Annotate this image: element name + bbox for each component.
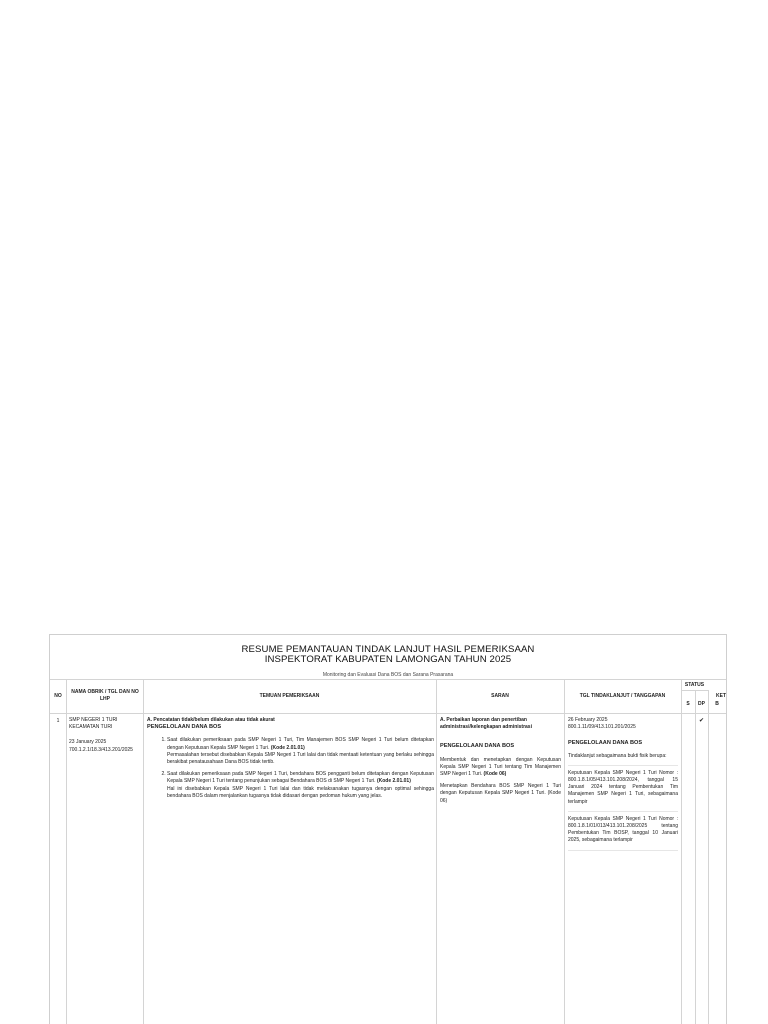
tl-paragraph: Keputusan Kepala SMP Negeri 1 Turi Nomor : 800.1.8.1/05/413.101.208/2024, tanggal 15 Januari 2024 tentang Pembentukan Tim Manajemen SMP Negeri 1 Turi, sebagaimana terlampir: [568, 769, 678, 805]
col-divider: [143, 679, 144, 1024]
findings-table: [50, 679, 726, 1024]
obrik-district: KECAMATAN TURI: [69, 724, 113, 731]
col-header-tgl: TGL TINDAKLANJUT / TANGGAPAN: [579, 693, 666, 699]
temuan-item-text: Saat dilakukan pemeriksaan pada SMP Negeri 1 Turi, Tim Manajemen BOS SMP Negeri 1 Turi belum ditetapkan dengan Keputusan Kepala SMP Negeri 1 Turi.: [167, 737, 434, 751]
tl-number: 800.1.11/09/413.101.201/2025: [568, 724, 636, 731]
temuan-cell: [147, 717, 434, 805]
col-header-status-s: S: [686, 701, 690, 707]
obrik-name: SMP NEGERI 1 TURI: [69, 717, 118, 723]
col-divider: [564, 679, 565, 1024]
col-header-obrik: NAMA OBRIK / TGL DAN NO LHP: [71, 689, 139, 702]
status-dp-check-icon: ✔: [698, 718, 705, 724]
report-document: [49, 634, 727, 1024]
col-header-status-dp: DP: [698, 701, 705, 707]
saran-paragraph-text: Membentuk dan menetapkan dengan Keputusan Kepala SMP Negeri 1 Turi tentang Tim Manajemen SMP Negeri 1 Turi.: [440, 756, 561, 778]
temuan-item: [167, 737, 434, 766]
col-header-saran: SARAN: [491, 693, 509, 699]
saran-cell: [440, 717, 561, 810]
temuan-item: [167, 771, 434, 800]
col-divider: [66, 679, 67, 1024]
report-title-line2: INSPEKTORAT KABUPATEN LAMONGAN TAHUN 2025: [264, 654, 512, 665]
tl-divider: [568, 850, 678, 851]
temuan-item-note: Permasalahan tersebut disebabkan Kepala SMP Negeri 1 Turi lalai dan tidak mentaati ketentuan yang berlaku sehingga berakibat penatausahaan Dana BOS tidak tertib.: [167, 751, 434, 766]
saran-paragraph-code: (Kode 06): [483, 771, 507, 778]
col-header-status: STATUS: [684, 682, 705, 688]
lhp-number: 700.1.2.1/18.3/413.201/2025: [69, 746, 133, 753]
temuan-item-code: (Kode 2.01.01): [376, 778, 411, 785]
col-divider: [681, 679, 682, 1024]
col-divider: [708, 690, 709, 1024]
col-divider: [436, 679, 437, 1024]
tindaklanjut-cell: [568, 717, 678, 855]
temuan-item-code: (Kode 2.01.01): [270, 744, 305, 751]
report-subtitle: Monitoring dan Evaluasi Dana BOS dan Sarana Prasarana: [322, 672, 454, 678]
temuan-list: [147, 737, 434, 800]
col-header-temuan: TEMUAN PEMERIKSAAN: [259, 693, 320, 699]
report-title-line1: RESUME PEMANTAUAN TINDAK LANJUT HASIL PEMERIKSAAN: [241, 644, 535, 655]
temuan-heading: A. Pencatatan tidak/belum dilakukan atau tidak akurat: [147, 717, 275, 723]
tl-divider: [568, 765, 678, 766]
tl-paragraph: Tindaklanjut sebagaimana bukti fisik berupa:: [568, 752, 667, 759]
col-header-ket: KET: [716, 693, 726, 699]
col-divider: [695, 690, 696, 1024]
tl-section-title: PENGELOLAAN DANA BOS: [568, 740, 643, 747]
saran-paragraph: Menetapkan Bendahara BOS SMP Negeri 1 Turi dengan Keputusan Kepala SMP Negeri 1 Turi. (Kode 06): [440, 783, 561, 804]
tl-paragraph: Keputusan Kepala SMP Negeri 1 Turi Nomor : 800.1.8.1/01/013/413.101.208/2025 tentang Pembentukan Tim BOSP, tanggal 10 Januari 2025, sebagaimana terlampir: [568, 815, 678, 844]
col-header-no: NO: [54, 693, 62, 699]
temuan-item-note: Hal ini disebabkan Kepala SMP Negeri 1 Turi lalai dan tidak melaksanakan tugasnya dengan optimal sehingga bendahara BOS dalam menjalankan tugasnya tidak didasari dengan pedoman hukum yang jelas.: [167, 785, 434, 799]
saran-section-title: PENGELOLAAN DANA BOS: [440, 743, 515, 750]
row-number: 1: [56, 718, 60, 724]
temuan-item-text: Saat dilakukan pemeriksaan pada SMP Negeri 1 Turi, bendahara BOS pengganti belum ditetapkan dengan Keputusan Kepala SMP Negeri 1 Turi tentang penunjukan sebagai Bendahara BOS di SMP Negeri 1 Turi.: [167, 771, 434, 785]
obrik-cell: [69, 717, 141, 754]
col-header-status-b: B: [715, 701, 719, 707]
report-title-block: [50, 645, 726, 678]
header-bottom-border: [50, 713, 726, 714]
table-top-border: [50, 679, 726, 680]
temuan-section-title: PENGELOLAAN DANA BOS: [147, 724, 222, 731]
saran-paragraph: [440, 757, 561, 779]
tl-date: 26 February 2025: [568, 717, 608, 723]
saran-heading: A. Perbaikan laporan dan penertiban administrasi/kelengkapan administrasi: [440, 717, 532, 731]
lhp-date: 23 January 2025: [69, 739, 107, 746]
tl-divider: [568, 811, 678, 812]
